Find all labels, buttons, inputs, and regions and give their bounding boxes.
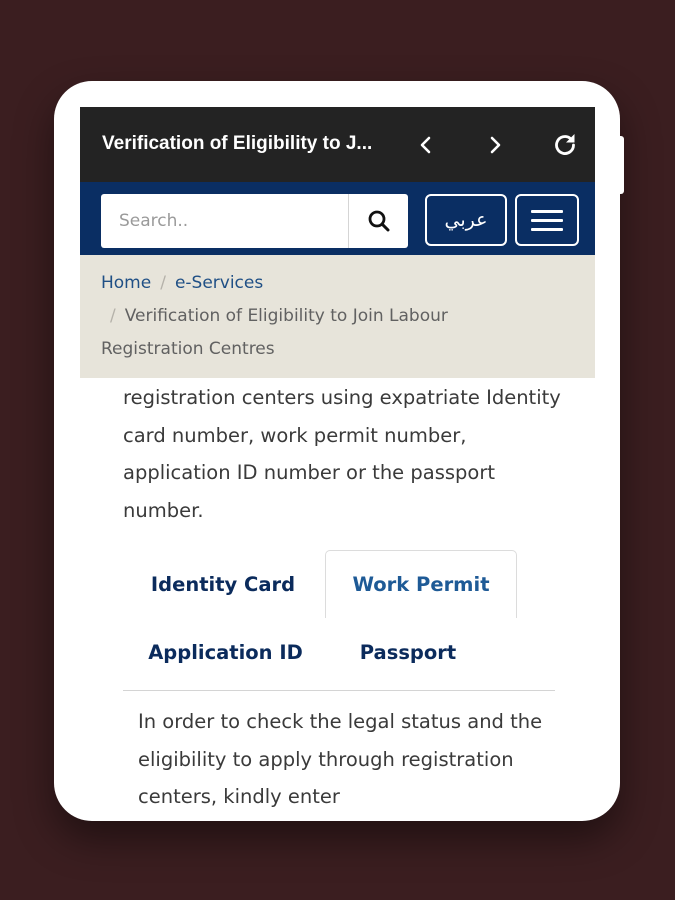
main-content	[123, 378, 573, 816]
forward-button[interactable]	[477, 127, 513, 163]
breadcrumb	[80, 255, 595, 378]
breadcrumb-home-link[interactable]: Home	[101, 273, 152, 293]
breadcrumb-current-line2: Registration Centres	[101, 339, 275, 359]
app-screen	[80, 107, 595, 808]
back-button[interactable]	[408, 127, 444, 163]
search-button[interactable]	[348, 194, 408, 248]
tab-identity-card[interactable]: Identity Card	[150, 572, 296, 596]
tab-description: In order to check the legal status and the eligibility to apply through registration centers, kindly enter	[138, 710, 543, 808]
hamburger-menu-icon[interactable]	[515, 194, 579, 246]
phone-frame	[54, 81, 620, 821]
tab-work-permit[interactable]: Work Permit	[325, 550, 517, 618]
menu-bar	[531, 219, 563, 222]
reload-icon	[547, 127, 583, 163]
tab-application-id[interactable]: Application ID	[148, 640, 303, 664]
app-toolbar	[80, 107, 595, 182]
breadcrumb-current: Verification of Eligibility to Join Labour	[124, 306, 448, 326]
search-input[interactable]	[101, 194, 348, 248]
breadcrumb-separator: /	[110, 306, 116, 326]
chevron-left-icon	[408, 127, 444, 163]
search-icon	[366, 208, 392, 234]
menu-bar	[531, 210, 563, 213]
search-box	[101, 194, 408, 248]
tab-passport[interactable]: Passport	[359, 640, 457, 664]
intro-paragraph: registration centers using expatriate Identity card number, work permit number, application ID number or the passport number.	[123, 386, 561, 522]
chevron-right-icon	[477, 127, 513, 163]
menu-bar	[531, 228, 563, 231]
site-header	[80, 182, 595, 255]
language-toggle-button[interactable]: عربي	[425, 194, 507, 246]
page-title: Verification of Eligibility to J...	[102, 133, 373, 154]
reload-button[interactable]	[547, 127, 583, 163]
breadcrumb-eservices-link[interactable]: e-Services	[174, 273, 264, 293]
search-type-tabs	[123, 550, 555, 691]
breadcrumb-separator: /	[160, 273, 166, 293]
